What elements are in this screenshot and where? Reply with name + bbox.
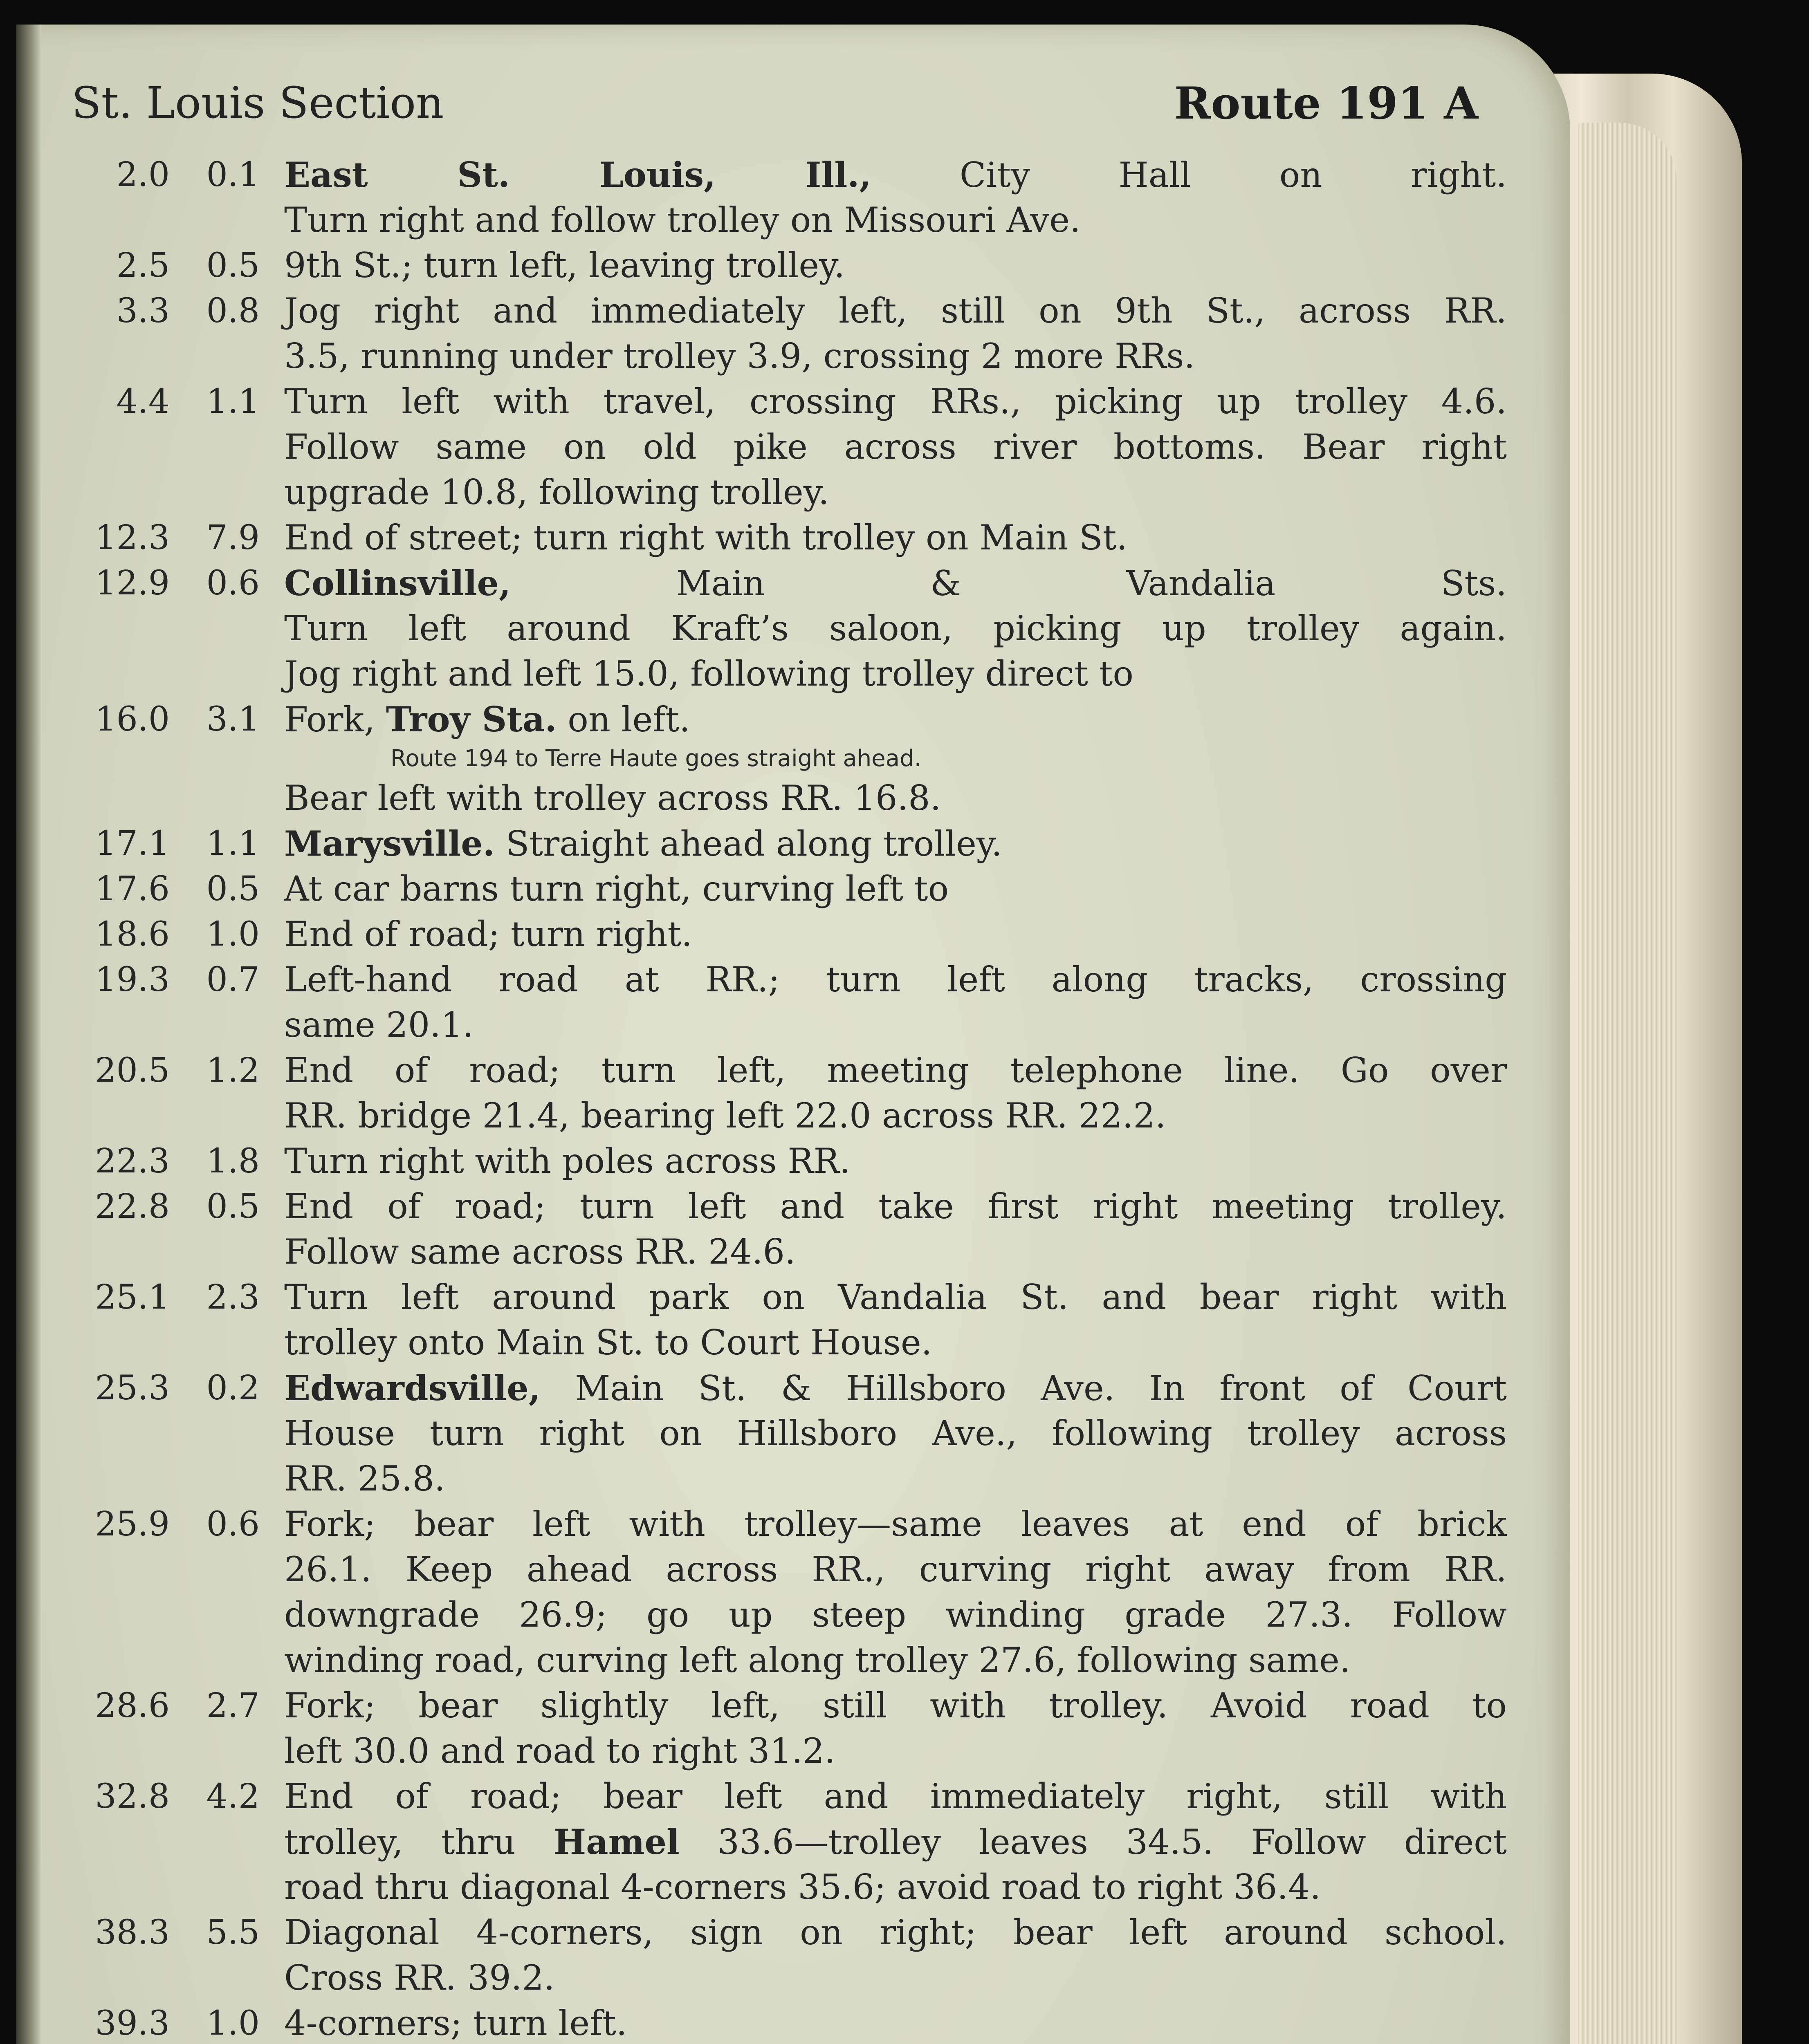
route-entry [72,957,1507,1048]
cumulative-mileage: 18.6 [95,915,170,954]
direction-text [284,1547,1507,1592]
distance-mileage: 4.2 [206,1777,260,1816]
line-text: Cross RR. 39.2. [284,1958,555,1998]
direction-text [284,470,1507,515]
distance-mileage: 1.1 [206,824,260,863]
distance-mileage: 0.6 [206,1505,260,1544]
cumulative-mileage: 17.6 [95,870,170,908]
line-text: upgrade 10.8, following trolley. [284,472,829,512]
line-text: Left-hand road at RR.; turn left along tracks, crossing [284,959,1507,1000]
place-name: Edwardsville, [284,1368,541,1408]
entry-line [72,697,1478,742]
route-entry [72,560,1507,697]
direction-text [284,1865,1507,1910]
distance-mileage: 2.3 [206,1278,260,1317]
place-name: Marysville. [284,823,495,864]
line-text: winding road, curving left along trolley 27.6, following same. [284,1640,1351,1680]
line-text: End of road; turn left and take first right meeting trolley. [284,1186,1507,1226]
cumulative-mileage: 28.6 [95,1686,170,1725]
cumulative-mileage: 22.8 [95,1187,170,1226]
entry-line [72,1002,1478,1048]
direction-text [284,1502,1507,1547]
entry-line [72,1547,1507,1592]
line-text: Turn left with travel, crossing RRs., picking up trolley 4.6. [284,381,1507,421]
entry-line [72,1048,1507,1093]
route-entry [72,2001,1478,2044]
direction-text [284,1683,1507,1728]
line-text: At car barns turn right, curving left to [284,869,949,909]
line-text: Fork; bear left with trolley—same leaves at end of brick [284,1504,1507,1544]
distance-mileage: 0.8 [206,291,260,330]
line-text: 26.1. Keep ahead across RR., curving right away from RR. [284,1549,1507,1589]
direction-text [284,288,1507,334]
line-text: RR. bridge 21.4, bearing left 22.0 across RR. 22.2. [284,1096,1166,1136]
direction-text [284,1456,1507,1502]
entry-line [72,606,1507,651]
route-entries [72,152,1507,2044]
entry-line [72,1638,1478,1683]
direction-text [284,606,1507,651]
line-text: Turn right with poles across RR. [284,1141,851,1181]
line-text: RR. 25.8. [284,1459,445,1499]
direction-text [284,1638,1507,1683]
cumulative-mileage: 17.1 [95,824,170,863]
line-text: 9th St.; turn left, leaving trolley. [284,245,845,285]
cumulative-mileage: 32.8 [95,1777,170,1816]
direction-text [284,424,1507,470]
line-text: 4-corners; turn left. [284,2003,627,2043]
entry-line [72,866,1478,912]
line-text: Diagonal 4-corners, sign on right; bear left around school. [284,1912,1507,1952]
direction-text [284,2001,1507,2044]
direction-text [284,1048,1507,1093]
direction-text [284,1275,1507,1320]
route-entry [72,1184,1507,1275]
cumulative-mileage: 12.3 [95,518,170,557]
direction-text [284,957,1507,1002]
route-entry [72,1910,1507,2001]
entry-line [72,152,1507,197]
line-text: same 20.1. [284,1005,474,1045]
section-title: St. Louis Section [72,78,444,128]
line-text: Follow same on old pike across river bottoms. Bear right [284,427,1507,467]
entry-line [72,515,1478,560]
entry-line [72,1819,1507,1865]
cumulative-mileage: 16.0 [95,700,170,739]
line-text: Follow same across RR. 24.6. [284,1232,796,1272]
direction-text [284,334,1507,379]
place-name: East St. Louis, Ill., [284,155,871,195]
distance-mileage: 1.1 [206,382,260,421]
entry-line [72,1456,1478,1502]
cumulative-mileage: 25.1 [95,1278,170,1317]
line-text: House turn right on Hillsboro Ave., following trolley across [284,1413,1507,1453]
distance-mileage: 0.1 [206,155,260,194]
line-text: trolley onto Main St. to Court House. [284,1322,932,1363]
route-entry [72,866,1478,912]
direction-text [284,243,1507,288]
line-text: Jog right and immediately left, still on 9th St., across RR. [284,291,1507,331]
route-entry [72,1139,1478,1184]
distance-mileage: 0.2 [206,1369,260,1407]
line-text: City Hall on right. [871,155,1507,195]
entry-line [72,1683,1507,1728]
distance-mileage: 1.8 [206,1142,260,1181]
route-entry [72,697,1478,821]
distance-mileage: 0.6 [206,564,260,603]
distance-mileage: 1.2 [206,1051,260,1090]
distance-mileage: 7.9 [206,518,260,557]
entry-line [72,1365,1507,1411]
direction-text [284,651,1507,697]
entry-line [72,1229,1478,1275]
distance-mileage: 0.5 [206,870,260,908]
cumulative-mileage: 12.9 [95,564,170,603]
route-entry [72,379,1507,515]
line-text: End of road; bear left and immediately right, still with [284,1776,1507,1816]
line-text: Bear left with trolley across RR. 16.8. [284,778,941,818]
entry-line [72,1910,1507,1955]
entry-line [72,957,1507,1002]
line-text: Turn left around park on Vandalia St. and bear right with [284,1277,1507,1317]
cumulative-mileage: 38.3 [95,1913,170,1952]
entry-line [72,1411,1507,1456]
entry-line [72,560,1507,606]
line-text: 3.5, running under trolley 3.9, crossing 2 more RRs. [284,336,1195,376]
direction-text [284,1002,1507,1048]
route-entry [72,243,1478,288]
place-name: Troy Sta. [386,699,557,740]
cumulative-mileage: 25.3 [95,1369,170,1407]
line-text: Turn left around Kraft’s saloon, picking up trolley again. [284,608,1507,648]
line-text: Straight ahead along trolley. [495,824,1002,864]
direction-text [284,775,1507,821]
entry-line [72,2001,1478,2044]
place-name: Hamel [553,1822,680,1862]
running-header [72,78,1478,143]
route-note: Route 194 to Terre Haute goes straight ahead. [391,745,922,772]
entry-line [72,1728,1478,1774]
cumulative-mileage: 19.3 [95,960,170,999]
cumulative-mileage: 4.4 [116,382,170,421]
entry-line [72,334,1478,379]
entry-line [72,1865,1478,1910]
cumulative-mileage: 22.3 [95,1142,170,1181]
route-entry [72,1683,1507,1774]
entry-line [72,1774,1507,1819]
page-edges-inner [1578,123,1677,2044]
line-text-after: on left. [557,699,690,740]
entry-line [72,775,1478,821]
route-entry [72,1774,1507,1910]
cumulative-mileage: 20.5 [95,1051,170,1090]
entry-line [72,1502,1507,1547]
direction-text [284,1728,1507,1774]
line-text: End of street; turn right with trolley on Main St. [284,518,1128,558]
entry-line [72,470,1478,515]
distance-mileage: 2.7 [206,1686,260,1725]
direction-text [284,1365,1507,1411]
entry-line [72,651,1478,697]
direction-text [284,1411,1507,1456]
direction-text [284,1320,1507,1365]
line-text: downgrade 26.9; go up steep winding grade 27.3. Follow [284,1595,1507,1635]
distance-mileage: 5.5 [206,1913,260,1952]
direction-text [284,1774,1507,1819]
distance-mileage: 1.0 [206,915,260,954]
direction-text [284,912,1507,957]
entry-line [72,1093,1478,1139]
entry-line [72,1592,1507,1638]
direction-text [284,1910,1507,1955]
line-text: Turn right and follow trolley on Missouri Ave. [284,200,1081,240]
distance-mileage: 0.5 [206,1187,260,1226]
route-entry [72,515,1478,560]
entry-line [72,821,1478,866]
direction-text [284,866,1507,912]
entry-line [72,379,1507,424]
direction-text [284,152,1507,198]
entry-line [72,1184,1507,1229]
route-entry [72,1365,1507,1502]
entry-line [72,197,1478,243]
entry-line [72,1275,1507,1320]
line-text: Main St. & Hillsboro Ave. In front of Court [541,1368,1507,1408]
direction-text [284,1592,1507,1638]
direction-text [284,1139,1507,1184]
line-text: Jog right and left 15.0, following trolley direct to [284,654,1133,694]
line-text-after: 33.6—trolley leaves 34.5. Follow direct [679,1822,1507,1862]
entry-line [72,1320,1478,1365]
route-entry [72,912,1478,957]
direction-text [284,515,1507,560]
entry-line [72,424,1507,470]
cumulative-mileage: 25.9 [95,1505,170,1544]
line-text: Fork; bear slightly left, still with trolley. Avoid road to [284,1685,1507,1726]
line-text: trolley, thru [284,1822,554,1862]
direction-text [284,379,1507,424]
direction-text [284,1229,1507,1275]
entry-line [72,1955,1478,2001]
entry-line [72,1139,1478,1184]
cumulative-mileage: 2.5 [116,246,170,285]
direction-text [284,197,1507,243]
line-text: End of road; turn left, meeting telephone line. Go over [284,1050,1507,1090]
direction-text [284,1093,1507,1139]
route-entry [72,288,1507,379]
distance-mileage: 0.5 [206,246,260,285]
line-text: Main & Vandalia Sts. [511,563,1507,603]
entry-line [72,243,1478,288]
route-title: Route 191 A [1174,78,1478,129]
cumulative-mileage: 2.0 [116,155,170,194]
direction-text [284,821,1507,867]
route-entry [72,821,1478,866]
cumulative-mileage: 3.3 [116,291,170,330]
direction-text [284,1184,1507,1229]
line-text: left 30.0 and road to right 31.2. [284,1731,835,1771]
line-text: End of road; turn right. [284,914,692,954]
route-entry [72,1048,1507,1139]
line-text: Fork, [284,699,386,740]
book-gutter [16,25,41,2044]
cumulative-mileage: 39.3 [95,2004,170,2043]
direction-text [284,697,1507,742]
route-entry [72,1502,1507,1683]
place-name: Collinsville, [284,563,511,603]
direction-text [284,560,1507,606]
entry-line [72,912,1478,957]
route-entry [72,152,1507,243]
route-entry [72,1275,1507,1365]
distance-mileage: 3.1 [206,700,260,739]
distance-mileage: 0.7 [206,960,260,999]
line-text: road thru diagonal 4-corners 35.6; avoid road to right 36.4. [284,1867,1321,1907]
direction-text [284,1955,1507,2001]
entry-line [72,288,1507,334]
direction-text [284,1819,1507,1865]
distance-mileage: 1.0 [206,2004,260,2043]
